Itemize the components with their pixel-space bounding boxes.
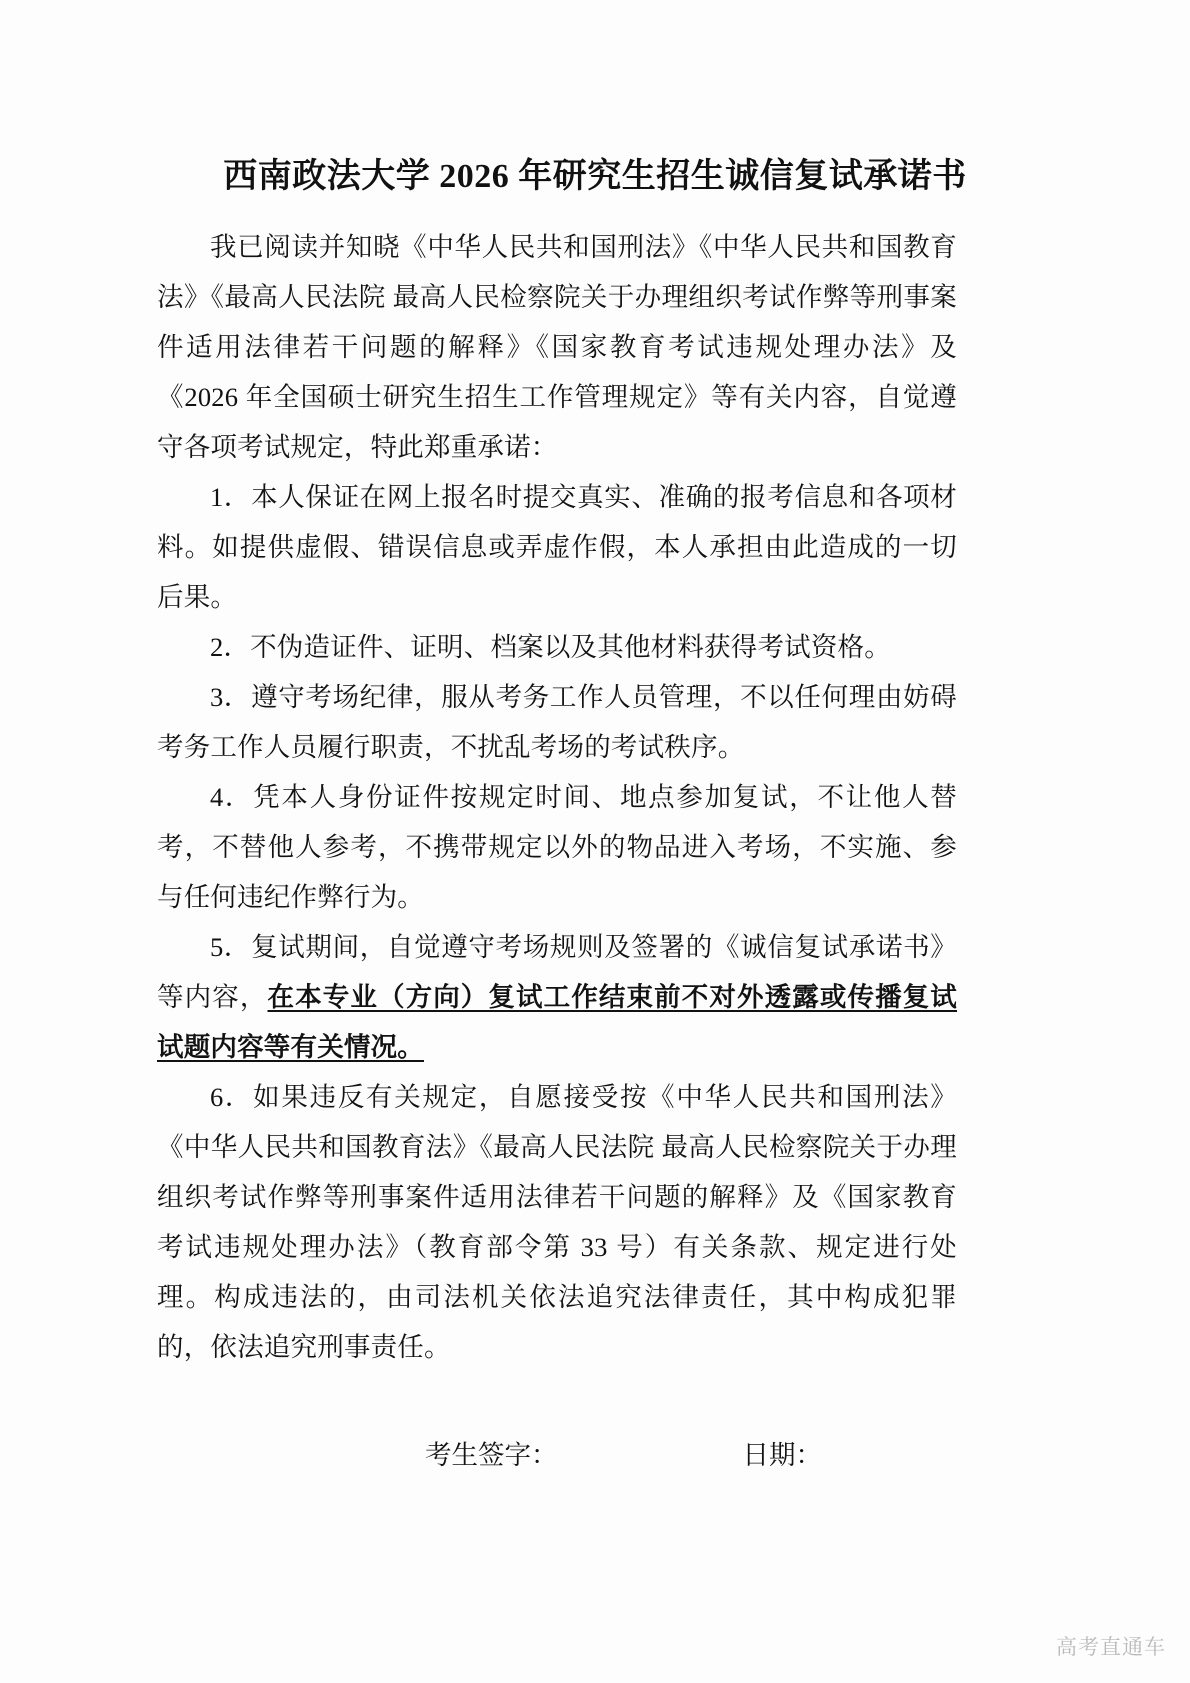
paragraph-item-2: 2．不伪造证件、证明、档案以及其他材料获得考试资格。 — [210, 632, 891, 662]
watermark-label: 高考直通车 — [1056, 1636, 1166, 1659]
item-5-lead-text: 5．复试期间，自觉遵守考场规则及签署的《诚信复试承诺书》等内容， — [157, 932, 957, 1012]
paragraph-item-3: 3．遵守考场纪律，服从考务工作人员管理，不以任何理由妨碍考务工作人员履行职责，不扰乱考场的考试秩序。 — [157, 682, 957, 762]
paragraph-item-1: 1．本人保证在网上报名时提交真实、准确的报考信息和各项材料。如提供虚假、错误信息或弄虚作假，本人承担由此造成的一切后果。 — [157, 482, 957, 612]
paragraph-preamble: 我已阅读并知晓《中华人民共和国刑法》《中华人民共和国教育法》《最高人民法院 最高人民检察院关于办理组织考试作弊等刑事案件适用法律若干问题的解释》《国家教育考试违规处理办法》及《2026 年全国硕士研究生招生工作管理规定》等有关内容，自觉遵守各项考试规定，特此郑重承诺： — [157, 232, 957, 462]
signature-block — [157, 1430, 957, 1480]
page-title: 西南政法大学 2026 年研究生招生诚信复试承诺书 — [223, 157, 967, 195]
signature-date-label: 日期： — [742, 1440, 822, 1470]
paragraph-item-4: 4．凭本人身份证件按规定时间、地点参加复试，不让他人替考，不替他人参考，不携带规定以外的物品进入考场，不实施、参与任何违纪作弊行为。 — [157, 782, 957, 912]
paragraph-item-6: 6．如果违反有关规定，自愿接受按《中华人民共和国刑法》《中华人民共和国教育法》《最高人民法院 最高人民检察院关于办理组织考试作弊等刑事案件适用法律若干问题的解释》及《国家教育考试违规处理办法》（教育部令第 33 号）有关条款、规定进行处理。构成违法的，由司法机关依法追究法律责任，其中构成犯罪的，依法追究刑事责任。 — [157, 1082, 957, 1362]
item-5-emphasized-clause: 在本专业（方向）复试工作结束前不对外透露或传播复试试题内容等有关情况。 — [157, 982, 958, 1062]
candidate-signature-label: 考生签字： — [425, 1440, 558, 1470]
document-body — [157, 222, 957, 1372]
paragraph-item-5 — [157, 922, 957, 1072]
